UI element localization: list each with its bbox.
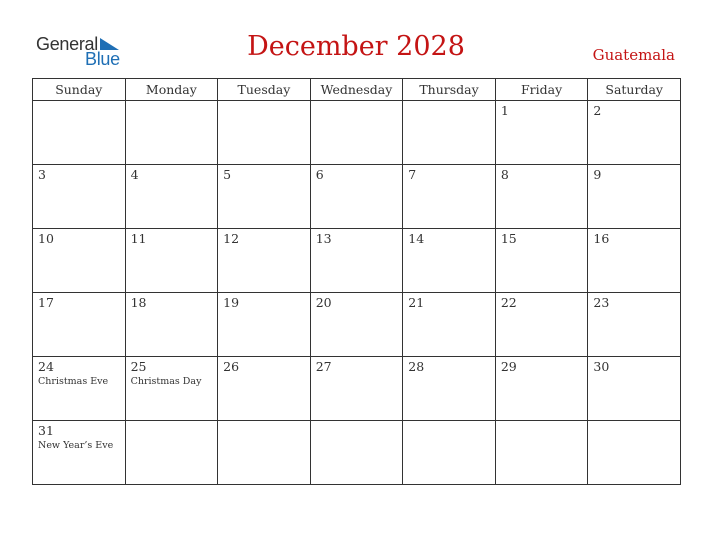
day-number: 10 bbox=[38, 231, 54, 246]
day-number: 24 bbox=[38, 359, 54, 374]
day-number: 20 bbox=[315, 295, 332, 310]
day-cell bbox=[33, 101, 126, 165]
day-cell bbox=[403, 101, 496, 165]
day-cell bbox=[403, 293, 496, 357]
weekday-header-friday: Friday bbox=[495, 79, 588, 101]
day-cell bbox=[33, 421, 126, 485]
day-number: 18 bbox=[130, 295, 147, 310]
day-cell bbox=[495, 101, 588, 165]
day-number: 22 bbox=[500, 295, 517, 310]
day-cell bbox=[33, 293, 126, 357]
day-cell bbox=[125, 421, 218, 485]
week-row bbox=[33, 293, 681, 357]
day-cell bbox=[310, 421, 403, 485]
weekday-header-wednesday: Wednesday bbox=[310, 79, 403, 101]
day-cell bbox=[125, 293, 218, 357]
week-row bbox=[33, 229, 681, 293]
day-number: 8 bbox=[500, 167, 509, 182]
day-cell bbox=[33, 165, 126, 229]
day-number: 27 bbox=[315, 359, 332, 374]
logo-word-general: General bbox=[36, 34, 98, 54]
day-number: 9 bbox=[593, 167, 602, 182]
day-cell bbox=[33, 229, 126, 293]
day-cell bbox=[310, 101, 403, 165]
day-cell bbox=[588, 293, 681, 357]
day-cell bbox=[310, 357, 403, 421]
day-number: 1 bbox=[500, 103, 509, 118]
day-cell bbox=[125, 357, 218, 421]
day-cell bbox=[588, 421, 681, 485]
day-cell bbox=[218, 421, 311, 485]
week-row bbox=[33, 101, 681, 165]
day-cell bbox=[588, 229, 681, 293]
holiday-label: Christmas Eve bbox=[38, 376, 109, 387]
day-number: 14 bbox=[408, 231, 425, 246]
weekday-header-tuesday: Tuesday bbox=[218, 79, 311, 101]
day-number: 23 bbox=[593, 295, 610, 310]
day-cell bbox=[125, 229, 218, 293]
day-number: 28 bbox=[408, 359, 425, 374]
day-cell bbox=[125, 165, 218, 229]
day-cell bbox=[218, 357, 311, 421]
day-cell bbox=[403, 229, 496, 293]
weekday-header-sunday: Sunday bbox=[33, 79, 126, 101]
day-number: 15 bbox=[500, 231, 517, 246]
day-number: 16 bbox=[593, 231, 610, 246]
day-number: 4 bbox=[130, 167, 139, 182]
day-number: 2 bbox=[593, 103, 602, 118]
weekday-header-row bbox=[33, 79, 681, 101]
day-cell bbox=[310, 293, 403, 357]
day-number: 21 bbox=[408, 295, 425, 310]
day-number: 13 bbox=[315, 231, 332, 246]
day-cell bbox=[588, 357, 681, 421]
day-cell bbox=[310, 229, 403, 293]
calendar-grid bbox=[32, 78, 681, 485]
day-number: 30 bbox=[593, 359, 610, 374]
day-number: 25 bbox=[130, 359, 147, 374]
country-label: Guatemala bbox=[592, 46, 675, 64]
day-cell bbox=[403, 357, 496, 421]
day-number: 11 bbox=[130, 231, 147, 246]
holiday-label: Christmas Day bbox=[130, 376, 202, 387]
day-cell bbox=[495, 293, 588, 357]
week-row bbox=[33, 165, 681, 229]
day-number: 12 bbox=[223, 231, 240, 246]
day-cell bbox=[218, 165, 311, 229]
logo-word-blue: Blue bbox=[85, 49, 120, 69]
day-cell bbox=[495, 421, 588, 485]
day-number: 5 bbox=[223, 167, 232, 182]
week-row bbox=[33, 421, 681, 485]
day-cell bbox=[495, 165, 588, 229]
day-cell bbox=[33, 357, 126, 421]
calendar-title: December 2028 bbox=[247, 31, 465, 62]
holiday-label: New Year’s Eve bbox=[38, 440, 114, 451]
day-cell bbox=[218, 293, 311, 357]
day-cell bbox=[495, 229, 588, 293]
day-cell bbox=[218, 229, 311, 293]
weekday-header-thursday: Thursday bbox=[403, 79, 496, 101]
week-row bbox=[33, 357, 681, 421]
day-cell bbox=[495, 357, 588, 421]
day-number: 19 bbox=[223, 295, 240, 310]
day-cell bbox=[125, 101, 218, 165]
day-cell bbox=[588, 165, 681, 229]
weekday-header-monday: Monday bbox=[125, 79, 218, 101]
day-cell bbox=[403, 421, 496, 485]
day-number: 26 bbox=[223, 359, 240, 374]
day-cell bbox=[403, 165, 496, 229]
day-number: 31 bbox=[38, 423, 54, 438]
day-cell bbox=[588, 101, 681, 165]
day-number: 17 bbox=[38, 295, 54, 310]
day-number: 6 bbox=[315, 167, 324, 182]
day-number: 7 bbox=[408, 167, 417, 182]
day-cell bbox=[218, 101, 311, 165]
day-number: 29 bbox=[500, 359, 517, 374]
day-number: 3 bbox=[38, 167, 46, 182]
day-cell bbox=[310, 165, 403, 229]
weekday-header-saturday: Saturday bbox=[588, 79, 681, 101]
